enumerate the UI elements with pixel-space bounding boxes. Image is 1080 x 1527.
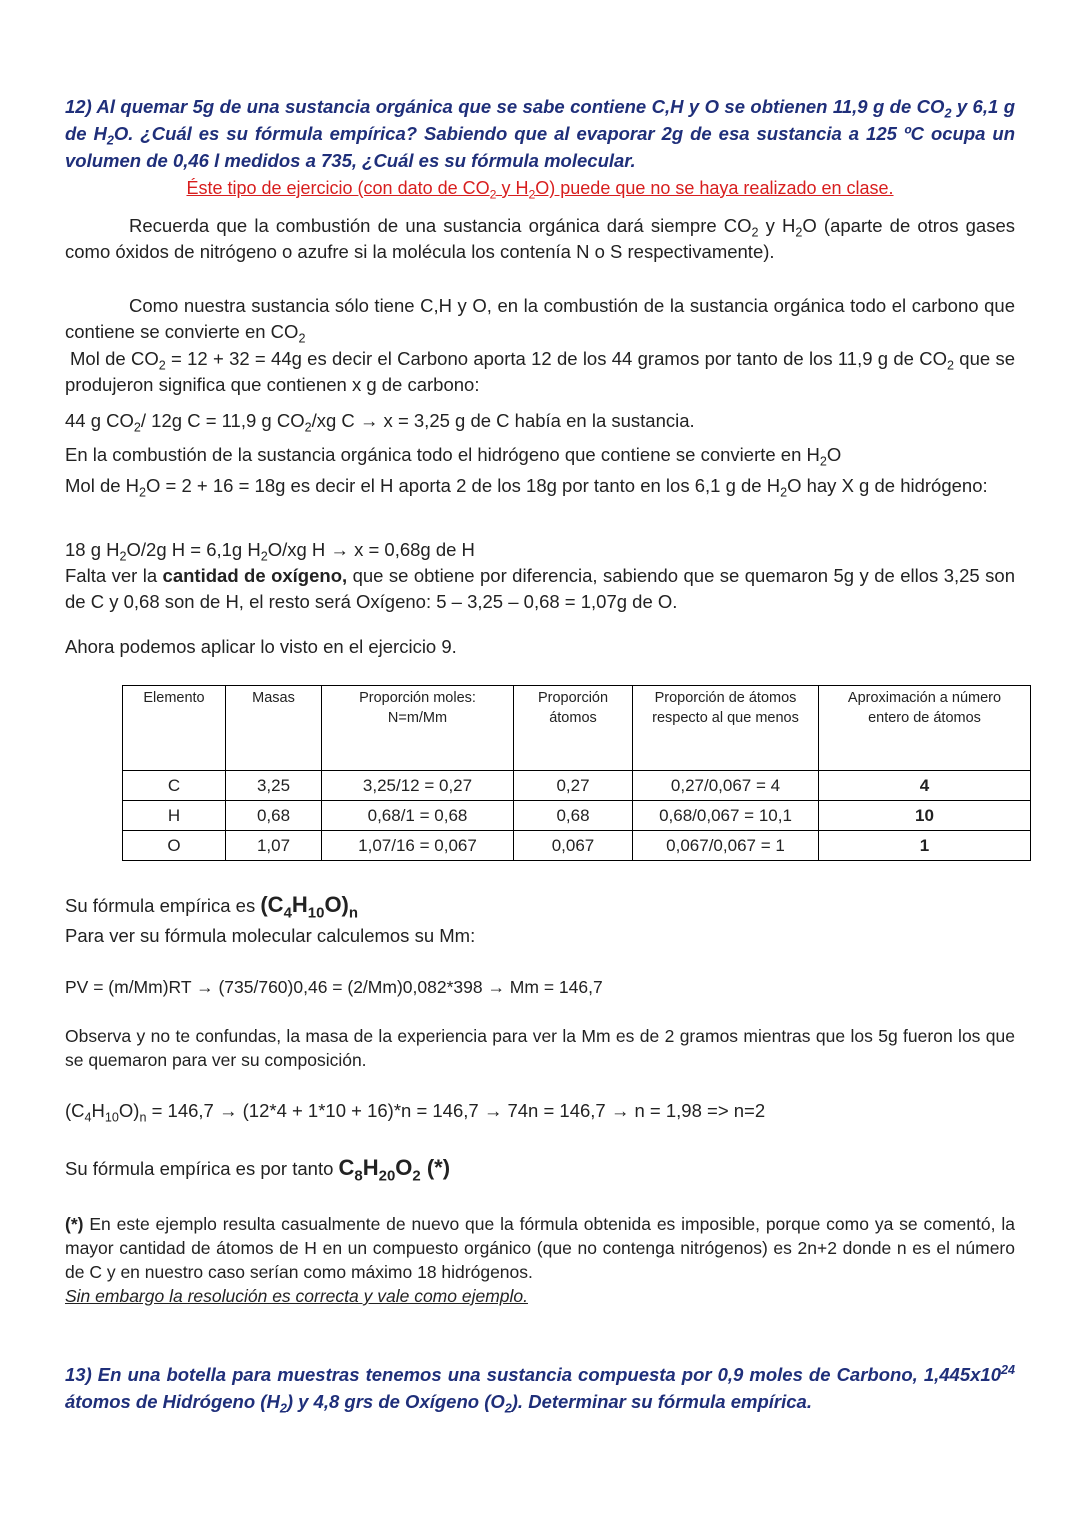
- question-12-title: 12) Al quemar 5g de una sustancia orgánica que se sabe contiene C,H y O se obtienen 11,9 g de $CO_2$ y 6,1 g de $H_2O$. ¿Cuál es su fórmula empírica? Sabiendo que al evaporar 2g de esa sustancia a 125 ºC ocupa un volumen de 0,46 l medidos a 735, ¿Cuál es su fórmula molecular.: [65, 96, 1015, 171]
- cell-atoms: 0,27: [514, 771, 633, 801]
- header-masas: Masas: [226, 686, 322, 771]
- cell-element: O: [123, 831, 226, 861]
- cell-moles: 1,07/16 = 0,067: [322, 831, 514, 861]
- cell-integer: 4: [819, 771, 1031, 801]
- cell-atoms: 0,68: [514, 801, 633, 831]
- pv-equation: PV = (m/Mm)RT → (735/760)0,46 = (2/Mm)0,082*398 → Mm = 146,7: [65, 977, 603, 997]
- table-row: [123, 801, 1031, 831]
- n-equation: $(C_4H_{10}O)_n = 146,7 \to (12*4 + 1*10 + 16)*n = 146,7 \to 74n = 146,7 \to n = 1,98 => n=2$: [65, 1100, 766, 1125]
- cell-integer: 1: [819, 831, 1031, 861]
- intro-paragraph: Recuerda que la combustión de una sustancia orgánica dará siempre $CO_2$ y $H_2O$ (aparte de otros gases como óxidos de nitrógeno o azufre si la molécula los contenía N o S respectivamente).: [65, 215, 1016, 262]
- footnote-paragraph: (*) En este ejemplo resulta casualmente de nuevo que la fórmula obtenida es imposible, porque como ya se comentó, la mayor cantidad de átomos de H en un compuesto orgánico (que no contenga nitrógenos) es 2n+2 donde n es el número de C y en nuestro caso serían como máximo 18 hidrógenos. Sin embargo la resolución es correcta y vale como ejemplo.: [65, 1214, 1015, 1306]
- carbon-equation: 44 g $CO_2/$ 12g C = 11,9 g $CO_2/xg$ C → x = 3,25 g de C había en la sustancia.: [65, 410, 695, 435]
- cell-mass: 0,68: [226, 801, 322, 831]
- hydrogen-mol-paragraph: Mol de $H_2O = 2 + 16 = 18g$ es decir el H aporta 2 de los 18g por tanto en los 6,1 g de $H_2O$ hay X g de hidrógeno:: [65, 475, 988, 500]
- cell-ratio: 0,067/0,067 = 1: [633, 831, 819, 861]
- cell-mass: 1,07: [226, 831, 322, 861]
- carbon-paragraph: Como nuestra sustancia sólo tiene C,H y O, en la combustión de la sustancia orgánica todo el carbono que contiene se convierte en $CO_2$: [65, 295, 1015, 346]
- composition-table: [122, 685, 1031, 861]
- para-ver-line: Para ver su fórmula molecular calculemos su Mm:: [65, 925, 476, 946]
- hydrogen-paragraph: En la combustión de la sustancia orgánica todo el hidrógeno que contiene se convierte en $H_2O$: [65, 444, 842, 469]
- empirical-formula-line: Su fórmula empírica es $(C_4H_{10}O)_n$: [65, 892, 359, 922]
- cell-mass: 3,25: [226, 771, 322, 801]
- header-proporcion-respecto: Proporción de átomos respecto al que menos: [633, 686, 819, 771]
- cell-ratio: 0,68/0,067 = 10,1: [633, 801, 819, 831]
- oxygen-paragraph: Falta ver la cantidad de oxígeno, que se obtiene por diferencia, sabiendo que se quemaron 5g y de ellos 3,25 son de C y 0,68 son de H, el resto será Oxígeno: 5 – 3,25 – 0,68 = 1,07g de O.: [65, 565, 1015, 612]
- cell-element: H: [123, 801, 226, 831]
- cell-ratio: 0,27/0,067 = 4: [633, 771, 819, 801]
- carbon-mol-paragraph: Mol de $CO_2 = 12 + 32 = 44g$ es decir el Carbono aporta 12 de los 44 gramos por tanto de los 11,9 g de $CO_2$ que se produjeron significa que contienen x g de carbono:: [65, 348, 1015, 395]
- table-row: [123, 831, 1031, 861]
- class-note: Éste tipo de ejercicio (con dato de $CO_2$ y $H_2O$) puede que no se haya realizado en clase.: [186, 178, 894, 202]
- table-row: [123, 771, 1031, 801]
- header-proporcion-moles: Proporción moles: N=m/Mm: [322, 686, 514, 771]
- cell-moles: 3,25/12 = 0,27: [322, 771, 514, 801]
- hydrogen-equation: 18 g $H_2O/2g$ H = 6,1g $H_2O/xg$ H → x = 0,68g de H: [65, 539, 475, 564]
- cell-integer: 10: [819, 801, 1031, 831]
- cell-moles: 0,68/1 = 0,68: [322, 801, 514, 831]
- ahora-paragraph: Ahora podemos aplicar lo visto en el ejercicio 9.: [65, 636, 457, 657]
- question-13-title: 13) En una botella para muestras tenemos una sustancia compuesta por 0,9 moles de Carbono, $1,445x10^{24}$ átomos de Hidrógeno $(H_2)$ y 4,8 grs de Oxígeno $(O_2)$. Determinar su fórmula empírica.: [65, 1362, 1015, 1416]
- footnote-underline: Sin embargo la resolución es correcta y vale como ejemplo.: [65, 1286, 528, 1306]
- header-proporcion-atomos: Proporción átomos: [514, 686, 633, 771]
- table-header-row: [123, 686, 1031, 771]
- header-aproximacion: Aproximación a número entero de átomos: [819, 686, 1031, 771]
- cell-element: C: [123, 771, 226, 801]
- cell-atoms: 0,067: [514, 831, 633, 861]
- header-elemento: Elemento: [123, 686, 226, 771]
- molecular-formula-line: Su fórmula empírica es por tanto $C_8H_{20}O_2$ (*): [65, 1155, 451, 1185]
- observa-paragraph: Observa y no te confundas, la masa de la experiencia para ver la Mm es de 2 gramos mientras que los 5g fueron los que se quemaron para ver su composición.: [65, 1026, 1015, 1070]
